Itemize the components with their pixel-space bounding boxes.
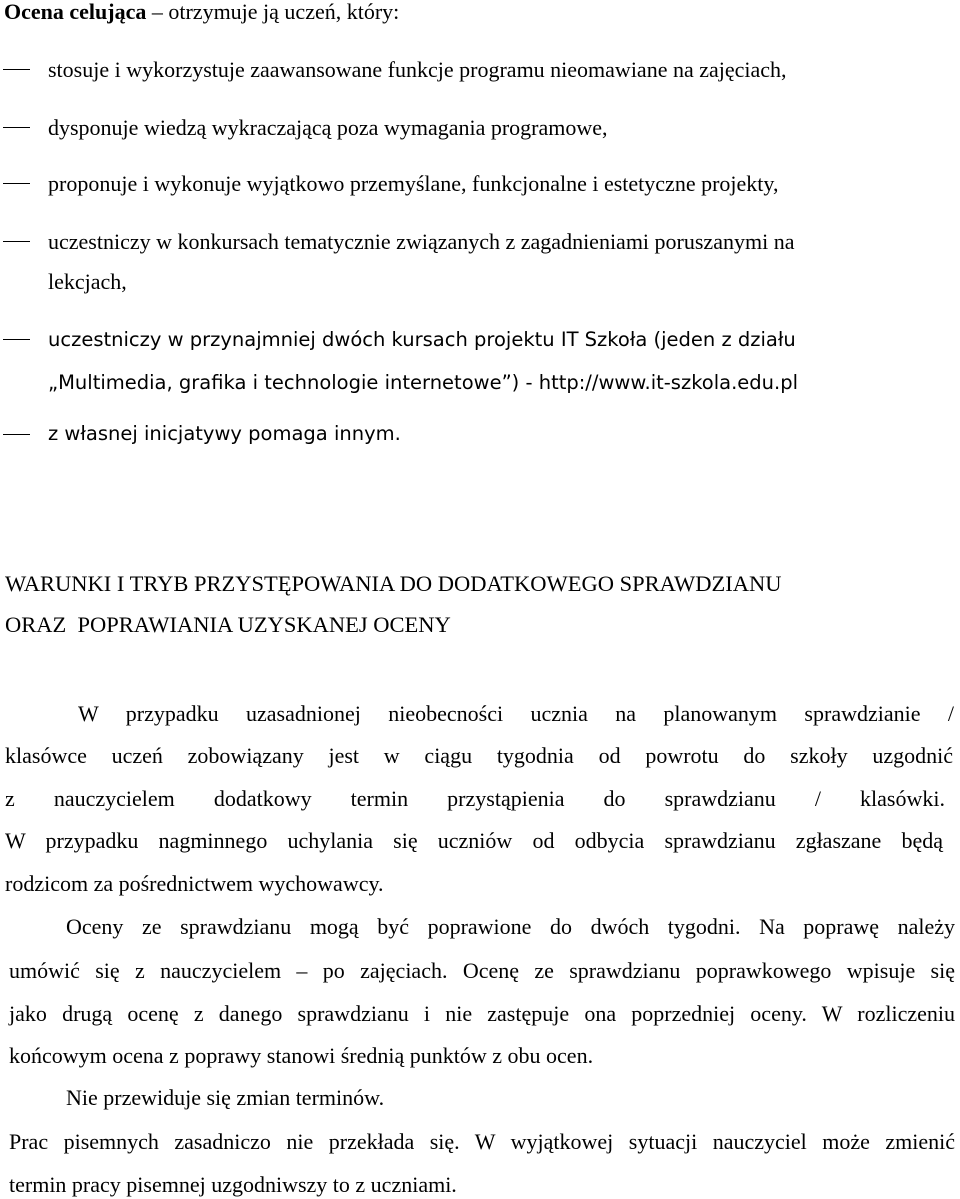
section-heading-line-1: WARUNKI I TRYB PRZYSTĘPOWANIA DO DODATKOWEGO SPRAWDZIANU (5, 571, 782, 596)
body-line: W przypadku uzasadnionej nieobecności ucznia na planowanym sprawdzianie / (78, 701, 954, 726)
body-line: klasówce uczeń zobowiązany jest w ciągu tygodnia od powrotu do szkoły uzgodnić (5, 743, 953, 768)
list-dash (3, 69, 30, 70)
list-item-continuation: „Multimedia, grafika i technologie internetowe”) - http://www.it-szkola.edu.pl (48, 371, 799, 394)
body-line: Prac pisemnych zasadniczo nie przekłada się. W wyjątkowej sytuacji nauczyciel może zmienić (9, 1129, 955, 1154)
list-dash (3, 127, 30, 128)
body-line: z nauczycielem dodatkowy termin przystąpienia do sprawdzianu / klasówki. (5, 786, 945, 811)
list-dash (3, 434, 30, 435)
list-item: stosuje i wykorzystuje zaawansowane funkcje programu nieomawiane na zajęciach, (48, 57, 787, 82)
list-item: proponuje i wykonuje wyjątkowo przemyślane, funkcjonalne i estetyczne projekty, (48, 171, 779, 196)
body-line: umówić się z nauczycielem – po zajęciach. Ocenę ze sprawdzianu poprawkowego wpisuje się (9, 958, 955, 983)
body-line: termin pracy pisemnej uzgodniwszy to z uczniami. (9, 1172, 457, 1197)
grade-title-bold: Ocena celująca (4, 0, 147, 24)
body-line: jako drugą ocenę z danego sprawdzianu i nie zastępuje ona poprzedniej oceny. W rozliczeniu (9, 1001, 955, 1026)
list-item: uczestniczy w konkursach tematycznie związanych z zagadnieniami poruszanymi na (48, 229, 795, 254)
list-item-continuation: lekcjach, (48, 269, 127, 294)
list-dash (3, 339, 30, 340)
body-line: Oceny ze sprawdzianu mogą być poprawione do dwóch tygodni. Na poprawę należy (66, 914, 955, 939)
body-line: rodzicom za pośrednictwem wychowawcy. (5, 871, 384, 896)
body-line: końcowym ocena z poprawy stanowi średnią punktów z obu ocen. (9, 1043, 594, 1068)
body-line: W przypadku nagminnego uchylania się uczniów od odbycia sprawdzianu zgłaszane będą (5, 828, 943, 853)
list-item: z własnej inicjatywy pomaga innym. (48, 422, 401, 445)
section-heading-line-2: ORAZ POPRAWIANIA UZYSKANEJ OCENY (5, 612, 451, 637)
body-line: Nie przewiduje się zmian terminów. (66, 1085, 385, 1110)
list-item: dysponuje wiedzą wykraczającą poza wymagania programowe, (48, 115, 608, 140)
grade-title-rest: – otrzymuje ją uczeń, który: (146, 0, 400, 24)
grade-title (4, 1, 399, 23)
list-dash (3, 241, 30, 242)
list-item: uczestniczy w przynajmniej dwóch kursach projektu IT Szkoła (jeden z działu (48, 328, 796, 351)
list-dash (3, 183, 30, 184)
